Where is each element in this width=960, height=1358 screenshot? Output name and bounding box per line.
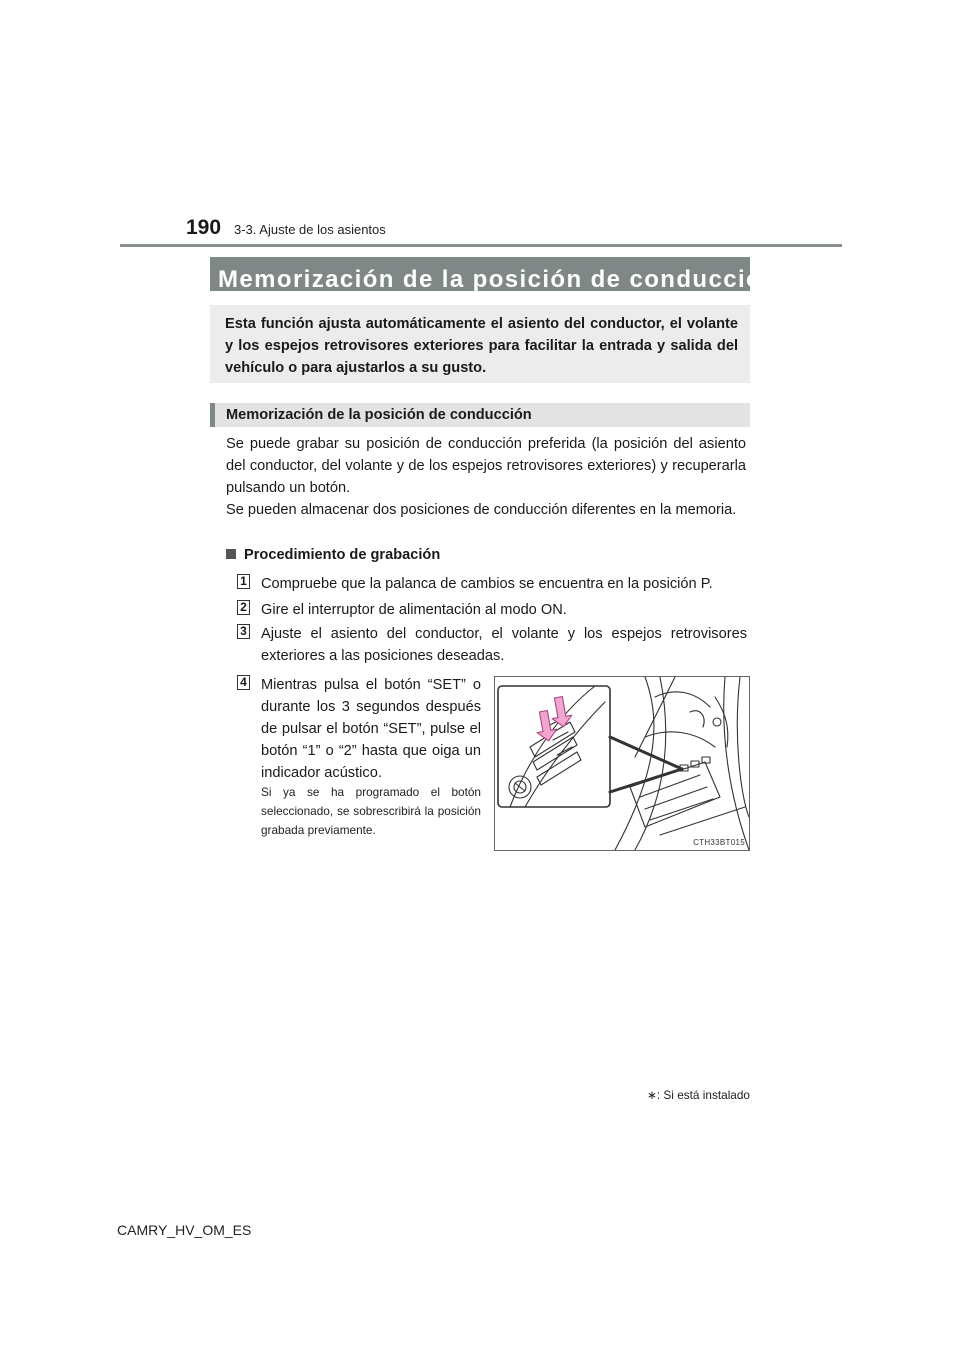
step-text-1: Compruebe que la palanca de cambios se encuentra en la posición P. xyxy=(261,576,713,592)
page-number: 190 xyxy=(186,216,222,239)
paragraph-memory: Se pueden almacenar dos posiciones de conducción diferentes en la memoria. xyxy=(226,502,737,518)
overwrite-note: Si ya se ha programado el botón seleccionado, se sobrescribirá la posición grabada previamente. xyxy=(261,785,481,837)
section-label: 3-3. Ajuste de los asientos xyxy=(234,222,386,237)
square-bullet-icon xyxy=(226,549,236,559)
figure-code: CTH33BT015 xyxy=(693,838,745,847)
document-code: CAMRY_HV_OM_ES xyxy=(117,1222,252,1238)
page-title xyxy=(210,257,791,293)
step-text-4: Mientras pulsa el botón “SET” o durante los 3 segundos después de pulsar el botón “SET”, pulse el botón “1” o “2” hasta que oiga un indicador acústico. xyxy=(261,677,481,781)
procedure-heading xyxy=(226,547,440,563)
step-text-3: Ajuste el asiento del conductor, el volante y los espejos retrovisores exteriores a las posiciones deseadas. xyxy=(261,626,747,664)
step-badge-2: 2 xyxy=(237,600,250,615)
footnote-marker: ∗ xyxy=(646,1088,657,1102)
header-divider xyxy=(120,244,842,247)
subsection-title: Memorización de la posición de conducción xyxy=(210,403,750,427)
intro-text: Esta función ajusta automáticamente el asiento del conductor, el volante y los espejos retrovisores exteriores para facilitar la entrada y salida del vehículo o para ajustarlos a su gusto. xyxy=(225,316,738,376)
door-panel-illustration xyxy=(495,677,749,850)
procedure-heading-text: Procedimiento de grabación xyxy=(244,547,441,563)
intro-box xyxy=(210,305,750,383)
memory-buttons-figure xyxy=(494,676,750,851)
step-badge-1: 1 xyxy=(237,574,250,589)
installed-marker: ∗ xyxy=(778,263,791,278)
footnote xyxy=(640,1088,750,1102)
page-title-text: Memorización de la posición de conducción xyxy=(218,266,779,293)
paragraph-recording: Se puede grabar su posición de conducción preferida (la posición del asiento del conductor, del volante y de los espejos retrovisores exteriores) y recuperarla pulsando un botón. xyxy=(226,436,746,496)
step-text-2: Gire el interruptor de alimentación al modo ON. xyxy=(261,602,567,618)
footnote-text: : Si está instalado xyxy=(656,1088,750,1102)
step-badge-4: 4 xyxy=(237,675,250,690)
step-badge-3: 3 xyxy=(237,624,250,639)
